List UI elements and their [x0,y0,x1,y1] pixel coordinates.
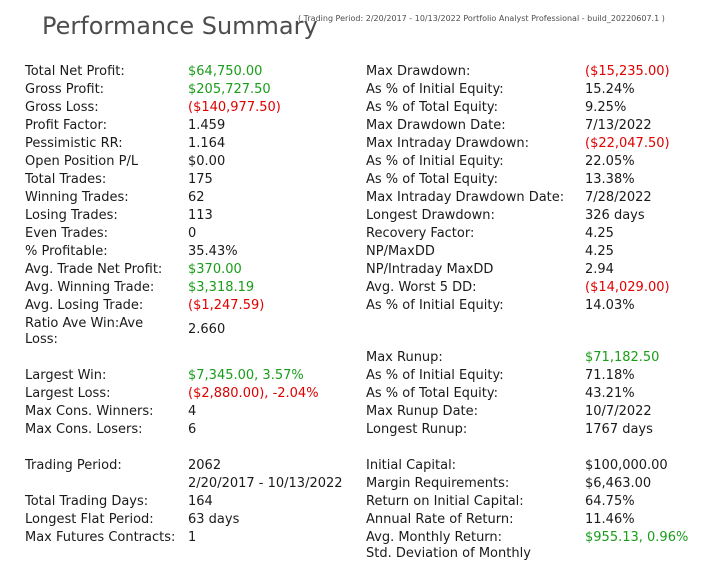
right-stat-value: ($22,047.50) [585,136,670,151]
right-stat-value: 43.21% [585,386,635,401]
right-stat-value: $100,000.00 [585,458,668,473]
page-subtitle: ( Trading Period: 2/20/2017 - 10/13/2022 Portfolio Analyst Professional - build_20220607.1 ) [298,14,665,23]
right-stat-label: Longest Runup: [366,422,468,437]
left-stat-value: 63 days [188,512,240,527]
right-stat-value: 326 days [585,208,645,223]
right-stat-label: Max Drawdown Date: [366,118,506,133]
left-stat-label: Total Trades: [25,172,107,187]
right-stat-value: 4.25 [585,226,614,241]
left-stat-value: $7,345.00, 3.57% [188,368,304,383]
left-stat-value: 2.660 [188,322,226,337]
right-stat-value: $955.13, 0.96% [585,530,689,545]
right-stat-value: 15.24% [585,82,635,97]
right-stat-label: As % of Initial Equity: [366,298,504,313]
right-stat-value: 71.18% [585,368,635,383]
right-stat-value: 11.46% [585,512,635,527]
right-stat-label: Max Runup: [366,350,443,365]
right-stat-label: Max Runup Date: [366,404,479,419]
left-stat-value: 113 [188,208,213,223]
right-stat-label: Return on Initial Capital: [366,494,524,509]
left-stat-value: ($2,880.00), -2.04% [188,386,319,401]
right-stat-label: Recovery Factor: [366,226,475,241]
right-stat-label: Avg. Monthly Return: [366,530,503,545]
left-stat-label: Max Cons. Winners: [25,404,154,419]
left-stat-value: 175 [188,172,213,187]
right-stat-value: 10/7/2022 [585,404,652,419]
right-stat-label: NP/Intraday MaxDD [366,262,494,277]
right-stat-value: 22.05% [585,154,635,169]
page-title: Performance Summary [42,12,318,40]
right-stat-value: 1767 days [585,422,653,437]
left-stat-value: 4 [188,404,197,419]
left-stat-label: Even Trades: [25,226,109,241]
left-stat-value: 35.43% [188,244,238,259]
left-stat-value: 0 [188,226,197,241]
right-stat-label: Avg. Worst 5 DD: [366,280,477,295]
left-stat-value: $0.00 [188,154,226,169]
left-stat-value: 6 [188,422,197,437]
left-stat-value: 164 [188,494,213,509]
left-stat-value: ($1,247.59) [188,298,265,313]
right-stat-value: 2.94 [585,262,614,277]
left-stat-label: Pessimistic RR: [25,136,123,151]
left-stat-label: Ratio Ave Win:Ave Loss: [25,316,144,347]
left-stat-value: 62 [188,190,205,205]
right-stat-label: NP/MaxDD [366,244,435,259]
left-stat-value: $205,727.50 [188,82,271,97]
left-stat-value: 1.459 [188,118,226,133]
left-stat-label: Longest Flat Period: [25,512,154,527]
left-stat-label: Trading Period: [25,458,122,473]
left-stat-label: Max Cons. Losers: [25,422,143,437]
left-stat-label: Open Position P/L [25,154,139,169]
right-stat-label: Max Drawdown: [366,64,471,79]
left-stat-label: Total Net Profit: [25,64,125,79]
left-stat-value: $370.00 [188,262,242,277]
right-stat-label: Initial Capital: [366,458,457,473]
right-stat-value: $71,182.50 [585,350,660,365]
left-stat-label: Max Futures Contracts: [25,530,176,545]
right-stat-value: 9.25% [585,100,627,115]
right-stat-label: Max Intraday Drawdown: [366,136,529,151]
right-stat-label: Margin Requirements: [366,476,510,491]
left-stat-label: % Profitable: [25,244,108,259]
left-stat-value: 2062 [188,458,222,473]
left-stat-value: $3,318.19 [188,280,255,295]
right-stat-label: As % of Total Equity: [366,100,498,115]
left-stat-label: Avg. Winning Trade: [25,280,155,295]
left-stat-label: Avg. Trade Net Profit: [25,262,163,277]
right-stat-value: ($15,235.00) [585,64,670,79]
left-stat-value: ($140,977.50) [188,100,281,115]
right-stat-value: ($14,029.00) [585,280,670,295]
left-stat-label: Total Trading Days: [25,494,149,509]
right-stat-value: 64.75% [585,494,635,509]
right-stat-value: $6,463.00 [585,476,652,491]
right-stat-label: As % of Initial Equity: [366,154,504,169]
left-stat-value: 2/20/2017 - 10/13/2022 [188,476,343,491]
right-stat-label: Max Intraday Drawdown Date: [366,190,565,205]
left-stat-label: Losing Trades: [25,208,118,223]
right-stat-value: 4.25 [585,244,614,259]
right-stat-value: 7/13/2022 [585,118,652,133]
right-stat-value: 13.38% [585,172,635,187]
left-stat-label: Largest Loss: [25,386,111,401]
right-stat-label: Longest Drawdown: [366,208,495,223]
left-stat-label: Gross Loss: [25,100,99,115]
left-stat-value: 1 [188,530,197,545]
right-stat-label: As % of Initial Equity: [366,368,504,383]
right-stat-value: 14.03% [585,298,635,313]
right-stat-value: 7/28/2022 [585,190,652,205]
right-stat-label: As % of Total Equity: [366,172,498,187]
left-stat-label: Gross Profit: [25,82,105,97]
right-stat-label: Std. Deviation of Monthly [366,546,531,561]
left-stat-label: Avg. Losing Trade: [25,298,144,313]
left-stat-label: Profit Factor: [25,118,107,133]
left-stat-value: $64,750.00 [188,64,263,79]
left-stat-value: 1.164 [188,136,226,151]
left-stat-label: Largest Win: [25,368,107,383]
left-stat-label: Winning Trades: [25,190,129,205]
right-stat-label: As % of Total Equity: [366,386,498,401]
right-stat-label: As % of Initial Equity: [366,82,504,97]
right-stat-label: Annual Rate of Return: [366,512,514,527]
